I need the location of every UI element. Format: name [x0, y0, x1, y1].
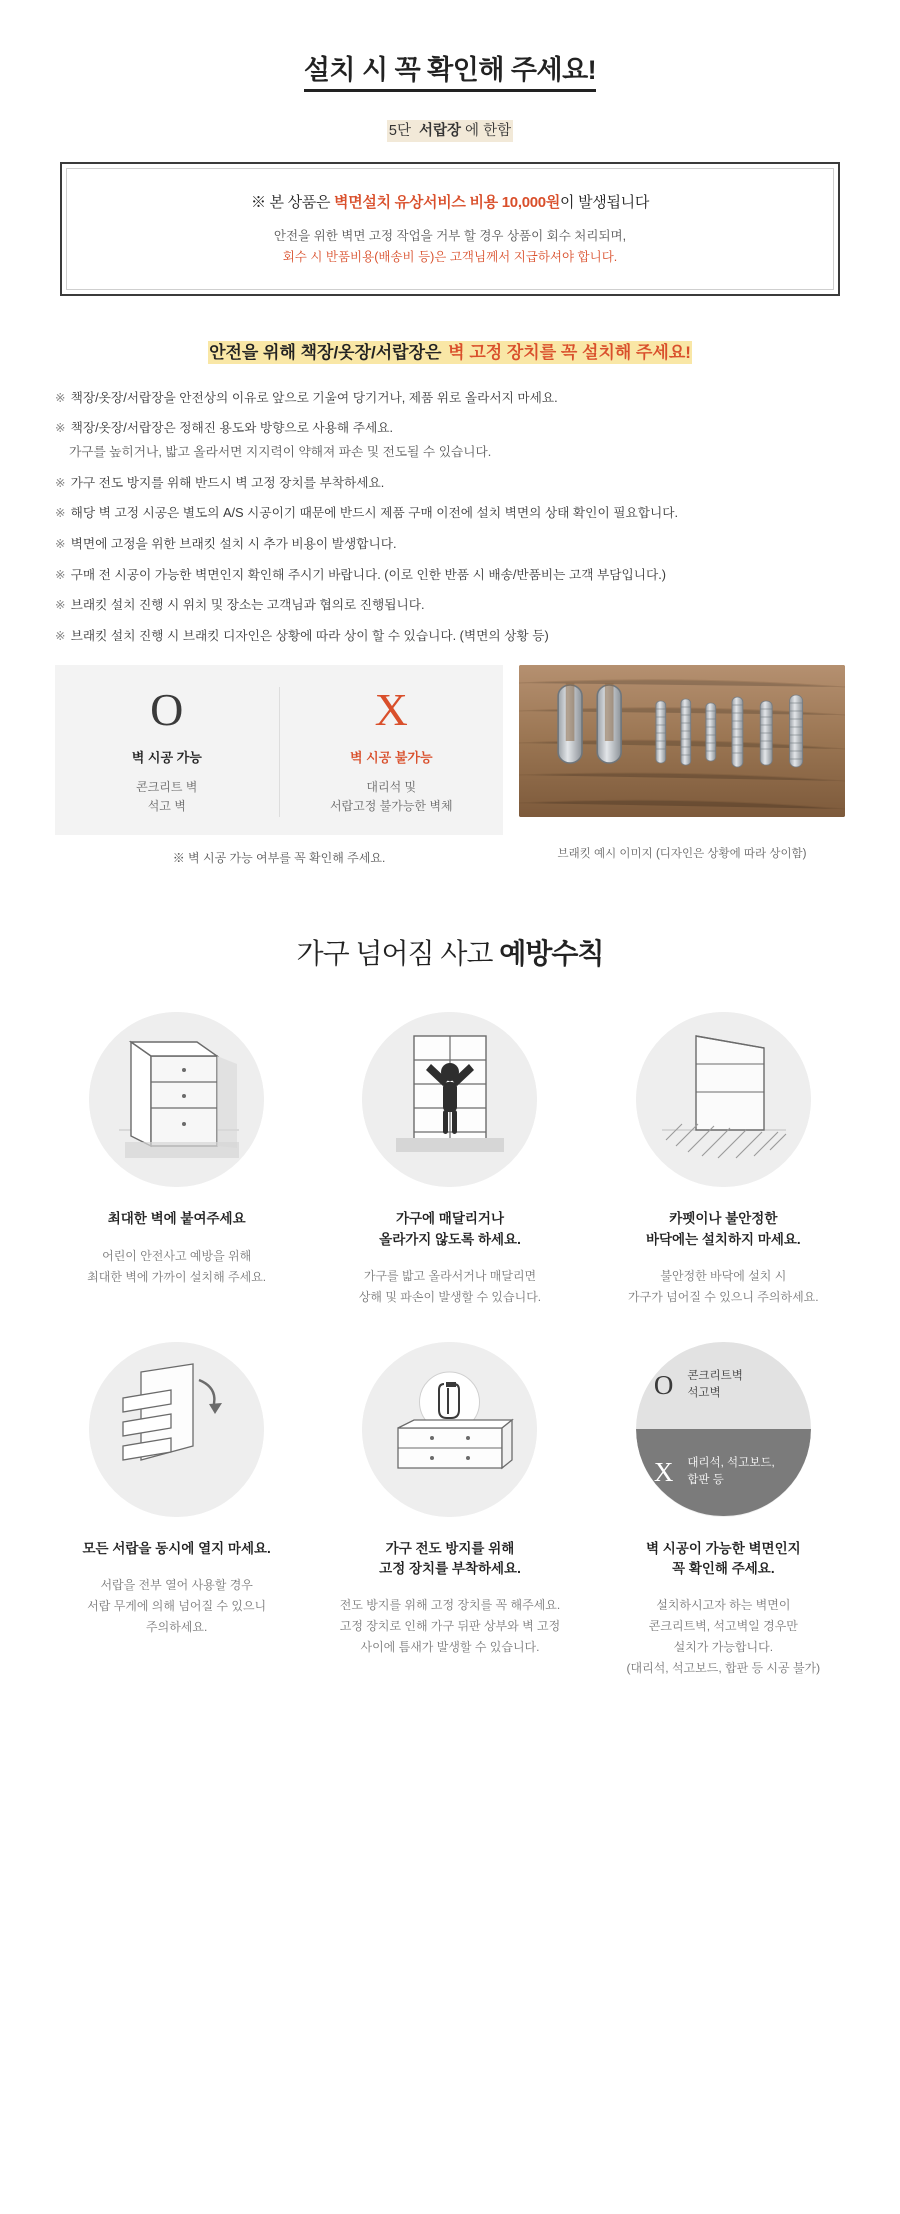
- notice-line-1: [77, 191, 823, 212]
- safety-heading-prefix: 안전을 위해 책장/옷장/서랍장은: [209, 342, 447, 362]
- wall-ng-label: 벽 시공 불가능: [349, 749, 433, 765]
- prevention-cell-5-desc-line-1: 전도 방지를 위해 고정 장치를 꼭 해주세요.: [339, 1598, 561, 1613]
- section2-title-light: 가구 넘어짐 사고: [296, 938, 500, 970]
- safety-bullet-list: [55, 389, 845, 647]
- safety-heading: [0, 338, 900, 363]
- list-item-text: 책장/옷장/서랍장은 정해진 용도와 방향으로 사용해 주세요.: [70, 421, 393, 436]
- wall-ok-badge-line-1: 콘크리트벽: [687, 1370, 743, 1383]
- prevention-cell-2-title-line-2: 올라가지 않도록 하세요.: [379, 1231, 521, 1247]
- prevention-cell-6-desc-line-3: 설치가 가능합니다.: [673, 1640, 774, 1655]
- section2-title: [0, 932, 900, 972]
- prevention-cell-6-title-line-2: 꼭 확인해 주세요.: [672, 1561, 775, 1577]
- prevention-cell-5-title-line-2: 고정 장치를 부착하세요.: [379, 1561, 521, 1577]
- page-title-text: 설치 시 꼭 확인해 주세요!: [304, 55, 596, 92]
- list-item: [55, 504, 845, 524]
- wall-ng-badge-line-2: 합판 등: [687, 1474, 724, 1487]
- anti-tip-bracket-graphic: [362, 1342, 537, 1517]
- prevention-cell-5-desc: [323, 1595, 576, 1658]
- anti-tip-bracket-icon: [362, 1342, 537, 1517]
- list-item-text: 책장/옷장/서랍장을 안전상의 이유로 앞으로 기울여 당기거나, 제품 위로 올라서지 마세요.: [70, 390, 558, 405]
- wall-ok-column: [55, 683, 280, 818]
- cabinet-against-wall-icon: [89, 1012, 264, 1187]
- prevention-cell-1-desc: [50, 1246, 303, 1288]
- wall-ok-desc: [55, 778, 279, 818]
- prevention-cell-6-desc-line-1: 설치하시고자 하는 벽면이: [656, 1598, 791, 1613]
- wall-ng-badge-line-1: 대리석, 석고보드,: [687, 1457, 775, 1470]
- subtitle-suffix: 에 한함: [463, 120, 513, 142]
- wall-ok-badge-line-2: 석고벽: [687, 1387, 721, 1400]
- wall-ok-desc-line-1: 콘크리트 벽: [136, 779, 198, 794]
- bullet-mark-icon: ※: [55, 390, 66, 405]
- child-climbing-shelf-icon: [362, 1012, 537, 1187]
- prevention-cell-5: [313, 1342, 586, 1680]
- prevention-cell-6-title: [597, 1539, 850, 1580]
- prevention-cell-3-title: [597, 1209, 850, 1250]
- prevention-cell-3-title-line-2: 바닥에는 설치하지 마세요.: [645, 1231, 801, 1247]
- list-item: [55, 389, 845, 409]
- prevention-cell-1-desc-line-2: 최대한 벽에 가까이 설치해 주세요.: [87, 1269, 267, 1284]
- wall-ok-badge: [636, 1342, 811, 1429]
- prevention-cell-4-desc-line-1: 서랍을 전부 열어 사용할 경우: [100, 1578, 253, 1593]
- bullet-mark-icon: ※: [55, 598, 66, 613]
- prevention-cell-5-desc-line-3: 사이에 틈새가 발생할 수 있습니다.: [360, 1640, 540, 1655]
- prevention-cell-3-desc-line-2: 가구가 넘어질 수 있으니 주의하세요.: [628, 1289, 819, 1304]
- wall-ok-badge-text: [687, 1368, 743, 1403]
- prevention-cell-5-title: [323, 1539, 576, 1580]
- wall-ng-desc: [280, 778, 504, 818]
- open-drawers-warning-icon: [89, 1342, 264, 1517]
- bullet-mark-icon: ※: [55, 421, 66, 436]
- wall-type-panel: [55, 665, 845, 836]
- prevention-cell-6-desc-line-4: (대리석, 석고보드, 합판 등 시공 불가): [626, 1661, 821, 1676]
- prevention-grid: [40, 1012, 860, 1679]
- prevention-cell-2-desc: [323, 1266, 576, 1308]
- wall-ng-desc-line-2: 서랍고정 불가능한 벽체: [329, 799, 453, 814]
- notice-line-2: 안전을 위한 벽면 고정 작업을 거부 할 경우 상품이 회수 처리되며,: [273, 229, 627, 243]
- cabinet-against-wall-graphic: [89, 1012, 264, 1187]
- prevention-cell-6-desc: [597, 1595, 850, 1679]
- prevention-cell-4-desc-line-2: 서랍 무게에 의해 넘어질 수 있으니: [87, 1599, 267, 1614]
- prevention-cell-2-desc-line-1: 가구를 밟고 올라서거나 매달리면: [363, 1268, 537, 1283]
- prevention-cell-2-title-line-1: 가구에 매달리거나: [395, 1211, 505, 1227]
- bullet-mark-icon: ※: [55, 536, 66, 551]
- wall-ng-badge: [636, 1429, 811, 1516]
- prevention-cell-6-title-line-1: 벽 시공이 가능한 벽면인지: [645, 1540, 801, 1556]
- subtitle-prefix: 5단: [387, 120, 417, 142]
- wall-ok-desc-line-2: 석고 벽: [147, 799, 186, 814]
- page-title: [0, 48, 900, 87]
- section2-title-bold: 예방수칙: [499, 938, 604, 970]
- subtitle: [0, 119, 900, 140]
- prevention-cell-4-desc-line-3: 주의하세요.: [146, 1620, 208, 1635]
- notice-line-3: 회수 시 반품비용(배송비 등)은 고객님께서 지급하셔야 합니다.: [282, 250, 618, 265]
- wall-ng-badge-text: [687, 1455, 774, 1490]
- bottom-spacer: [0, 1679, 900, 1739]
- prevention-cell-1-title: 최대한 벽에 붙여주세요: [107, 1211, 246, 1227]
- bullet-mark-icon: ※: [55, 567, 66, 582]
- circle-o-icon: O: [150, 683, 184, 735]
- list-item-text: 브래킷 설치 진행 시 위치 및 장소는 고객님과 협의로 진행됩니다.: [70, 598, 425, 613]
- list-item: [55, 535, 845, 555]
- wall-ng-column: [280, 683, 504, 818]
- cross-x-icon: X: [374, 683, 408, 735]
- bracket-sample-photo: [519, 665, 845, 817]
- notice-inner: [66, 168, 834, 290]
- prevention-cell-6-desc-line-2: 콘크리트벽, 석고벽일 경우만: [648, 1619, 798, 1634]
- wall-ok-label: 벽 시공 가능: [131, 749, 202, 765]
- notice-line-1-emphasis: 벽면설치 유상서비스 비용 10,000원: [334, 194, 561, 211]
- list-item-text: 벽면에 고정을 위한 브래킷 설치 시 추가 비용이 발생합니다.: [70, 536, 397, 551]
- prevention-cell-2: [313, 1012, 586, 1308]
- prevention-cell-3-title-line-1: 카펫이나 불안정한: [669, 1211, 778, 1227]
- open-drawers-graphic: [89, 1342, 264, 1517]
- prevention-cell-6: [587, 1342, 860, 1680]
- prevention-cell-3-desc: [597, 1266, 850, 1308]
- wall-ng-desc-line-1: 대리석 및: [366, 779, 417, 794]
- safety-heading-emphasis: 벽 고정 장치를 꼭 설치해 주세요!: [448, 342, 691, 362]
- list-item-text: 해당 벽 고정 시공은 별도의 A/S 시공이기 때문에 반드시 제품 구매 이전에 설치 벽면의 상태 확인이 필요합니다.: [70, 506, 679, 521]
- bracket-photo-caption: 브래킷 예시 이미지 (디자인은 상황에 따라 상이함): [557, 848, 807, 861]
- prevention-cell-5-desc-line-2: 고정 장치로 인해 가구 뒤판 상부와 벽 고정: [339, 1619, 561, 1634]
- list-item: [55, 596, 845, 616]
- list-item-text: 브래킷 설치 진행 시 브래킷 디자인은 상황에 따라 상이 할 수 있습니다. (벽면의 상황 등): [70, 629, 549, 643]
- notice-line-1-suffix: 이 발생됩니다: [560, 194, 650, 211]
- bracket-photo-graphic: [519, 665, 845, 817]
- list-item-text: 가구 전도 방지를 위해 반드시 벽 고정 장치를 부착하세요.: [70, 475, 385, 490]
- unstable-floor-graphic: [636, 1012, 811, 1187]
- list-item-subtext: 가구를 높히거나, 밟고 올라서면 지지력이 약해져 파손 및 전도될 수 있습니다.: [69, 444, 492, 459]
- prevention-cell-4-desc: [50, 1575, 303, 1638]
- bullet-mark-icon: ※: [55, 475, 66, 490]
- badge-circle-o-icon: O: [653, 1369, 674, 1400]
- bullet-mark-icon: ※: [55, 506, 66, 521]
- badge-cross-x-icon: X: [653, 1456, 674, 1487]
- list-item-text: 구매 전 시공이 가능한 벽면인지 확인해 주시기 바랍니다. (이로 인한 반품 시 배송/반품비는 고객 부담입니다.): [70, 567, 667, 582]
- prevention-cell-1-desc-line-1: 어린이 안전사고 예방을 위해: [102, 1248, 252, 1263]
- prevention-cell-4: [40, 1342, 313, 1680]
- prevention-cell-2-title: [323, 1209, 576, 1250]
- prevention-cell-5-title-line-1: 가구 전도 방지를 위해: [385, 1540, 515, 1556]
- notice-box: [60, 162, 840, 296]
- panel-captions: [55, 835, 845, 866]
- ox-comparison-box: [55, 665, 503, 836]
- unstable-floor-icon: [636, 1012, 811, 1187]
- wall-type-ox-icon: [636, 1342, 811, 1517]
- prevention-cell-3-desc-line-1: 불안정한 바닥에 설치 시: [660, 1268, 787, 1283]
- wall-check-caption: ※ 벽 시공 가능 여부를 꼭 확인해 주세요.: [172, 851, 386, 866]
- subtitle-bold: 서랍장: [417, 120, 463, 142]
- notice-line-1-prefix: ※ 본 상품은: [250, 194, 335, 211]
- prevention-cell-3: [587, 1012, 860, 1308]
- list-item: [55, 627, 845, 647]
- bullet-mark-icon: ※: [55, 629, 66, 643]
- prevention-cell-1: [40, 1012, 313, 1308]
- child-climbing-shelf-graphic: [362, 1012, 537, 1187]
- prevention-cell-4-title: 모든 서랍을 동시에 열지 마세요.: [82, 1540, 271, 1556]
- list-item: [55, 566, 845, 586]
- list-item: [55, 419, 845, 462]
- prevention-cell-2-desc-line-2: 상해 및 파손이 발생할 수 있습니다.: [358, 1289, 542, 1304]
- list-item: [55, 474, 845, 494]
